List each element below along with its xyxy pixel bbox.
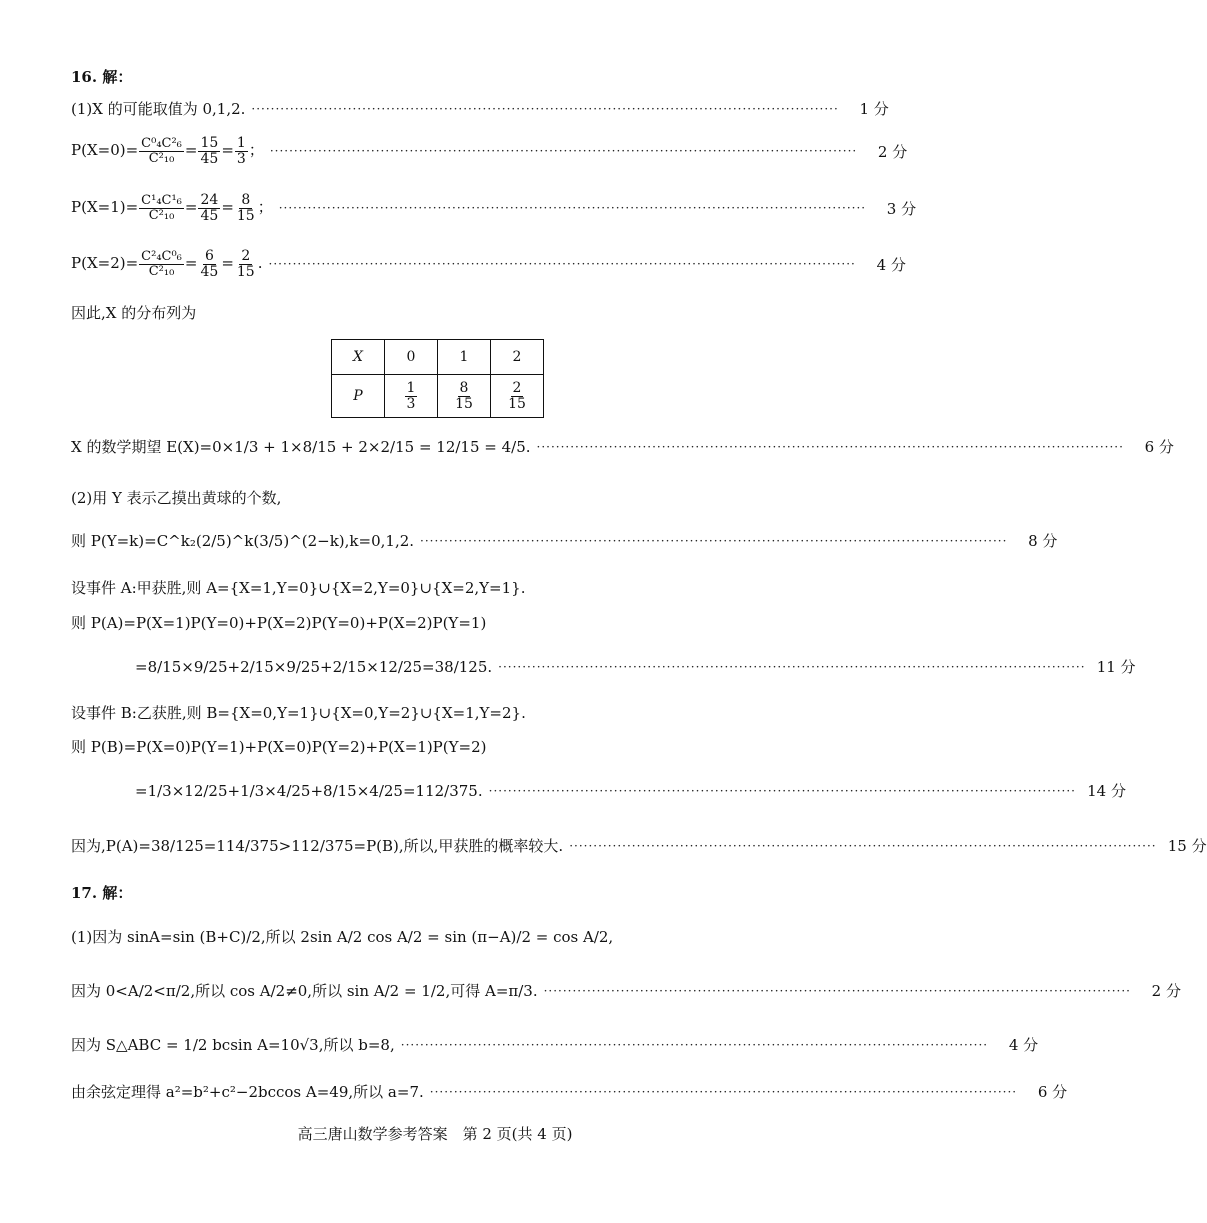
leader-dots: ·························································································································· [278,201,867,216]
pa-line: 则 P(A)=P(X=1)P(Y=0)+P(X=2)P(Y=0)+P(X=2)P(Y=1) [71,614,487,632]
pb-calc: =1/3×12/25+1/3×4/25+8/15×4/25=112/375. ·························································································································· 14 分 [135,781,1126,800]
score-2: 2 分 [877,142,908,161]
q16-p2: P(X=2)= $\frac{\text{C²₄C⁰₆}}{\text{C²₁₀}}$ = $\frac{6}{45}$ = $\frac{2}{15}$ . ·························································································································· 4 分 [71,248,906,280]
score-11: 11 分 [1096,658,1136,676]
table-cell: P [332,375,385,418]
q16-p0: P(X=0)= $\frac{\text{C⁰₄C²₆}}{\text{C²₁₀}}$ = $\frac{15}{45}$ = $\frac{1}{3}$ ； ·························································································································· 2 分 [71,135,908,167]
leader-dots: ·························································································································· [268,257,856,272]
leader-dots: ·························································································································· [569,838,1157,853]
table-cell: $\frac{1}{3}$ [385,375,438,418]
table-row [332,340,544,375]
table-cell: 1 [438,340,491,375]
score-6: 6 分 [1144,438,1174,456]
score-17-4: 4 分 [1008,1036,1039,1054]
score-8: 8 分 [1028,532,1058,550]
leader-dots: ·························································································································· [251,101,839,116]
py-line: 则 P(Y=k)=C^k₂(2/5)^k(3/5)^(2−k),k=0,1,2. ·························································································································· 8 分 [71,532,1058,550]
q17-line4: 由余弦定理得 a²=b²+c²−2bccos A=49,所以 a=7. ·························································································································· 6 分 [71,1083,1068,1101]
score-14: 14 分 [1087,782,1126,800]
pa-calc: =8/15×9/25+2/15×9/25+2/15×12/25=38/125. ·························································································································· 11 分 [135,657,1136,676]
q16-line1: (1)X 的可能取值为 0,1,2. ·························································································································· 1 分 [71,100,889,118]
leader-dots: ·························································································································· [400,1037,989,1052]
score-17-2: 2 分 [1151,982,1181,1000]
expectation-line: X 的数学期望 E(X)=0×1/3 + 1×8/15 + 2×2/15 = 12/15 = 4/5. ·························································································································· 6 分 [71,438,1174,456]
leader-dots: ·························································································································· [269,144,858,159]
table-cell: X [332,340,385,375]
q16-p1: P(X=1)= $\frac{\text{C¹₄C¹₆}}{\text{C²₁₀}}$ = $\frac{24}{45}$ = $\frac{8}{15}$ ； ·························································································································· 3 分 [71,192,917,224]
q17-title: 17. 解： [71,884,133,902]
table-row [332,375,544,418]
distribution-table [331,339,544,418]
q16-title: 16. 解： [71,68,133,86]
conclusion-line: 因为,P(A)=38/125=114/375>112/375=P(B),所以,甲获胜的概率较大. ·························································································································· 15 分 [71,837,1207,855]
table-cell: $\frac{2}{15}$ [491,375,544,418]
pb-line: 则 P(B)=P(X=0)P(Y=1)+P(X=0)P(Y=2)+P(X=1)P(Y=2) [71,738,487,756]
leader-dots: ·························································································································· [429,1084,1018,1099]
part2-line: (2)用 Y 表示乙摸出黄球的个数, [71,489,282,507]
leader-dots: ·························································································································· [488,783,1076,798]
score-15: 15 分 [1167,837,1207,855]
table-cell: 2 [491,340,544,375]
table-cell: $\frac{8}{15}$ [438,375,491,418]
q17-line1: (1)因为 sinA=sin (B+C)/2,所以 2sin A/2 cos A/2 = sin (π−A)/2 = cos A/2, [71,928,614,946]
event-b: 设事件 B:乙获胜,则 B={X=0,Y=1}∪{X=0,Y=2}∪{X=1,Y=2}. [71,704,526,722]
leader-dots: ·························································································································· [543,983,1131,998]
page-footer: 高三唐山数学参考答案 第 2 页(共 4 页) [297,1125,573,1143]
score-3: 3 分 [886,199,917,218]
table-cell: 0 [385,340,438,375]
event-a: 设事件 A:甲获胜,则 A={X=1,Y=0}∪{X=2,Y=0}∪{X=2,Y=1}. [71,579,526,597]
q17-line2: 因为 0<A/2<π/2,所以 cos A/2≠0,所以 sin A/2 = 1/2,可得 A=π/3. ·························································································································· 2 分 [71,982,1181,1000]
q17-line3: 因为 S△ABC = 1/2 bcsin A=10√3,所以 b=8, ·························································································································· 4 分 [71,1036,1039,1054]
score-17-6: 6 分 [1037,1083,1068,1101]
leader-dots: ·························································································································· [420,533,1008,548]
dist-intro: 因此,X 的分布列为 [71,304,197,322]
leader-dots: ·························································································································· [536,439,1124,454]
score-4: 4 分 [876,255,906,274]
leader-dots: ·························································································································· [498,659,1086,674]
score-1: 1 分 [859,100,889,118]
